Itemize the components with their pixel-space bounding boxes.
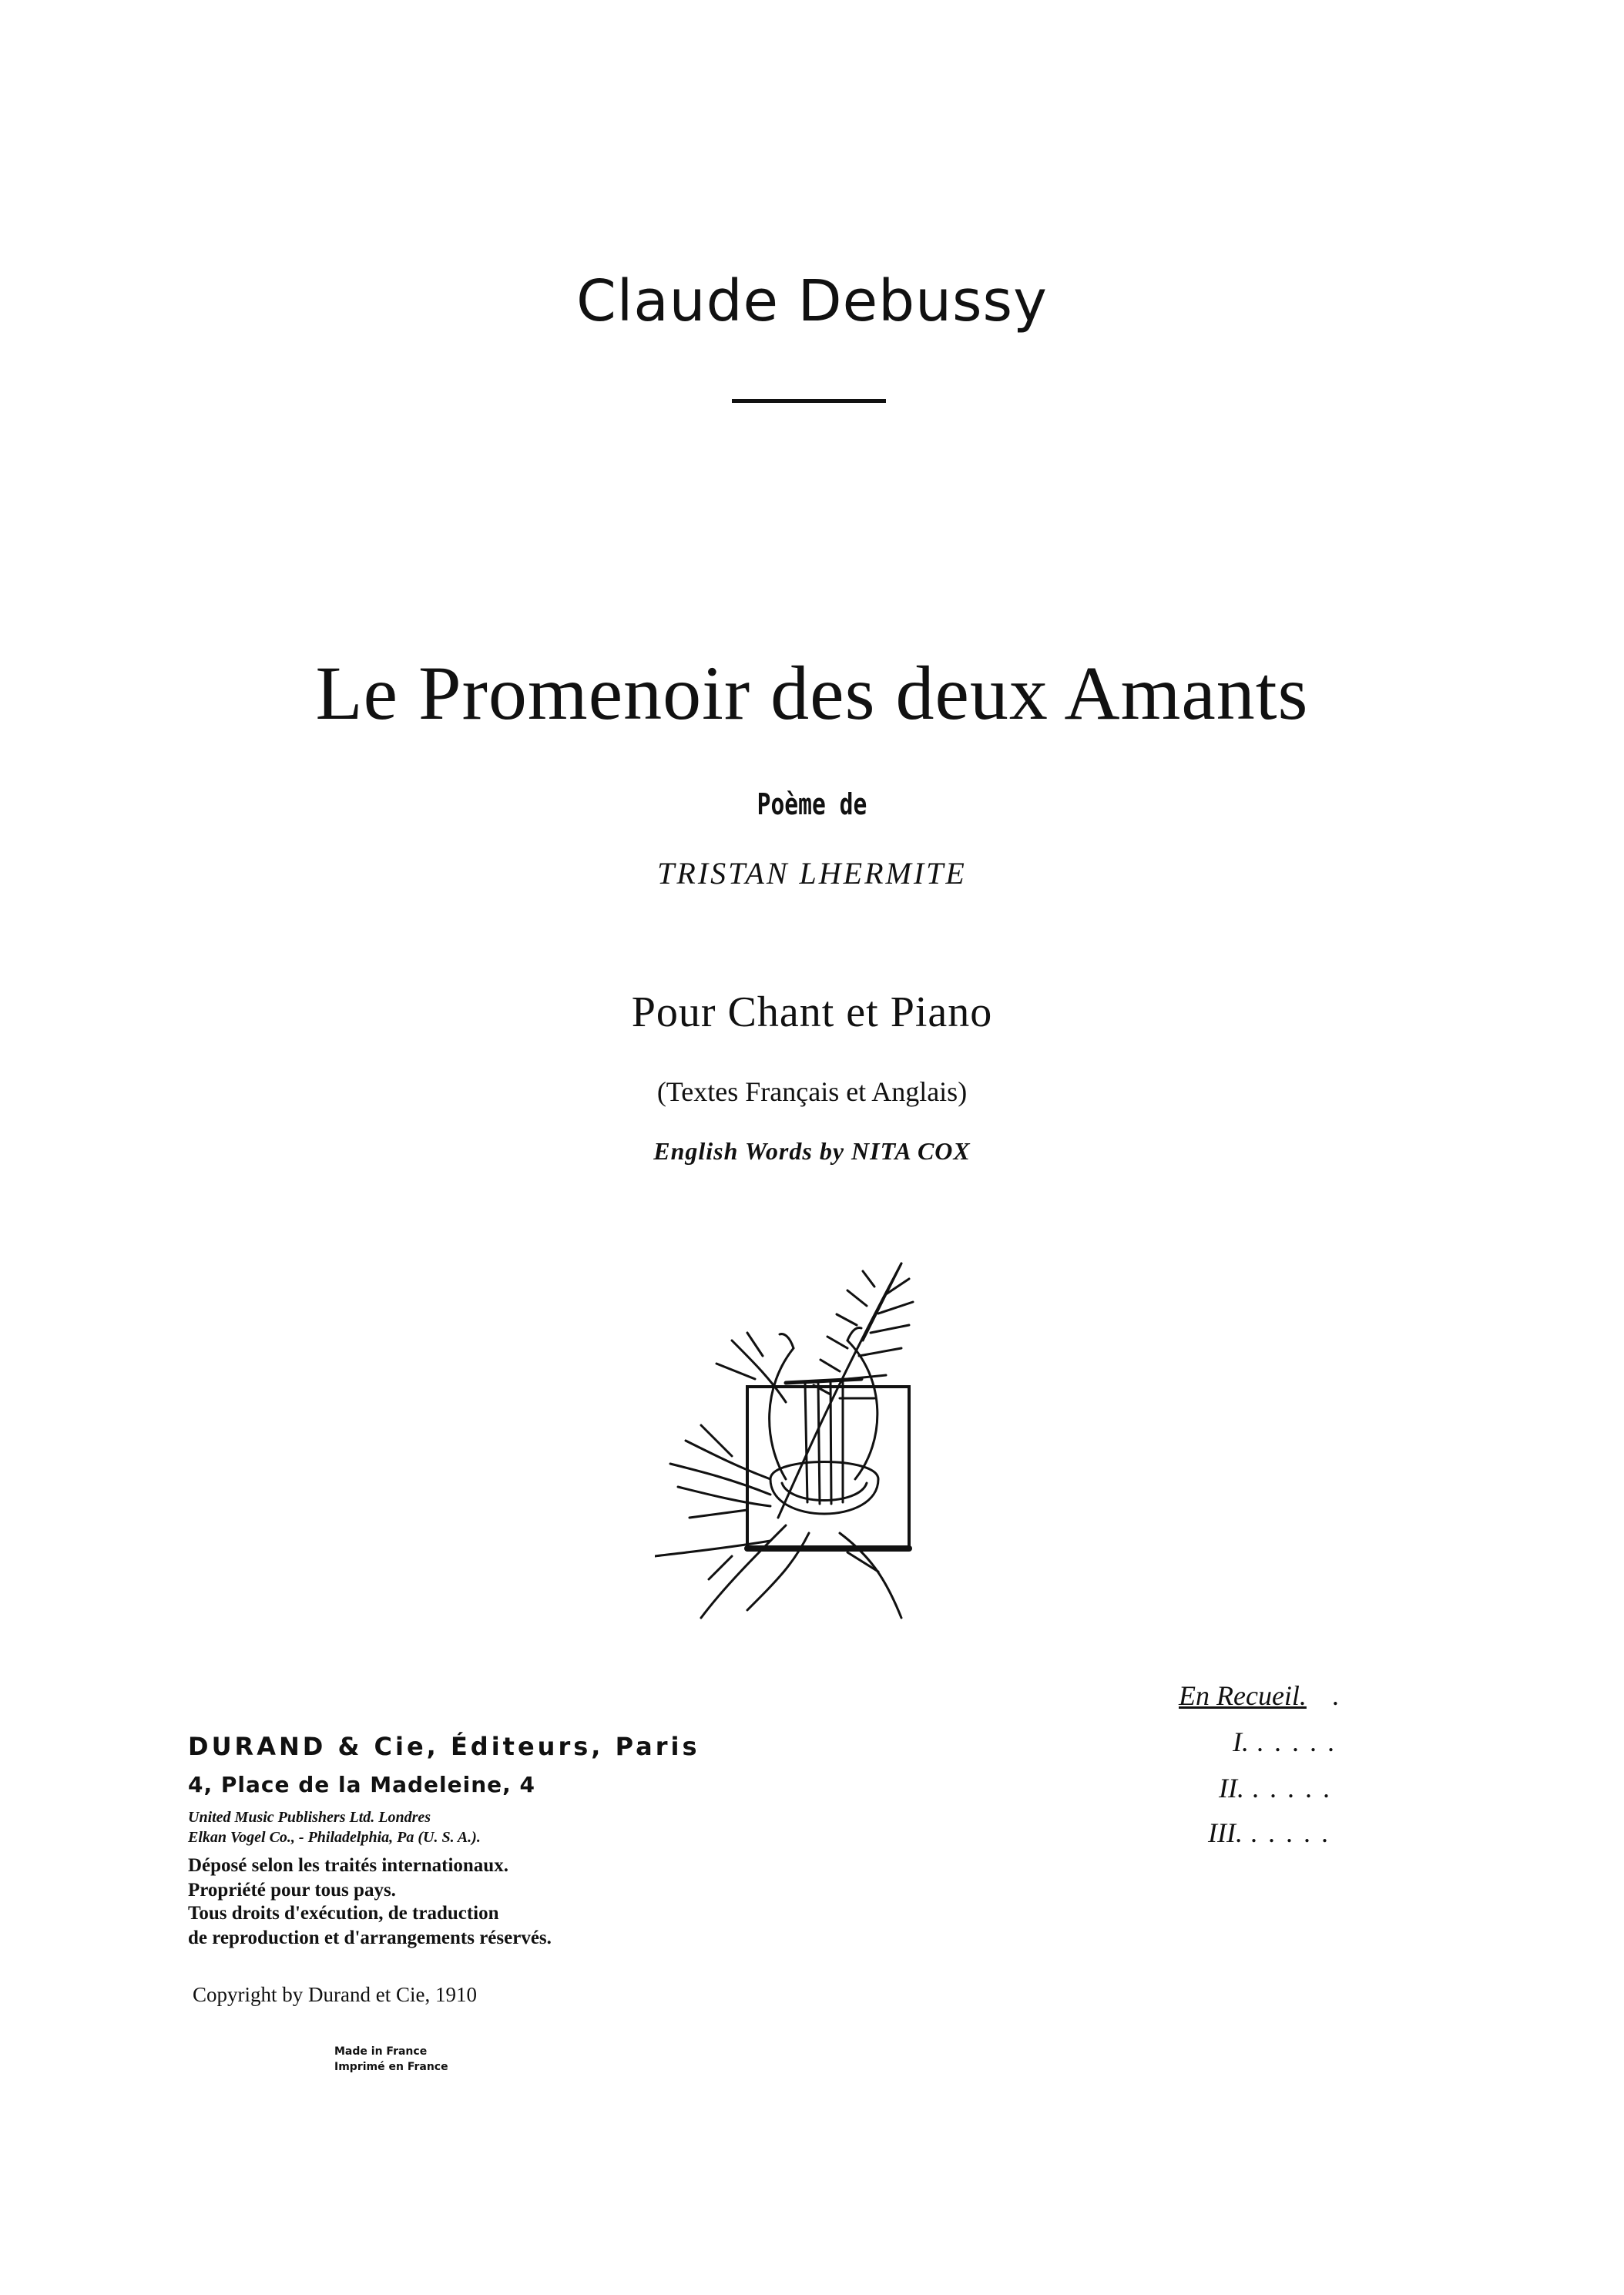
rights-line: Déposé selon les traités internationaux. bbox=[188, 1855, 508, 1876]
edition-volume bbox=[1208, 1817, 1339, 1849]
edition-collection bbox=[1179, 1679, 1350, 1712]
made-in-france: Made in France bbox=[334, 2045, 428, 2058]
leader-dots: ..... bbox=[1250, 1817, 1339, 1848]
leader-dots: ..... bbox=[1251, 1773, 1340, 1803]
english-words-credit: English Words by NITA COX bbox=[653, 1137, 971, 1165]
leader-dots: ..... bbox=[1257, 1726, 1345, 1757]
agent-philadelphia: Elkan Vogel Co., - Philadelphia, Pa (U. S. A.). bbox=[188, 1829, 481, 1846]
poet-name: TRISTAN LHERMITE bbox=[657, 856, 967, 891]
copyright-notice: Copyright by Durand et Cie, 1910 bbox=[193, 1983, 477, 2006]
edition-label: II. bbox=[1219, 1773, 1244, 1803]
edition-volume bbox=[1233, 1726, 1345, 1758]
rights-line: de reproduction et d'arrangements réservés. bbox=[188, 1928, 552, 1948]
edition-label: En Recueil. bbox=[1179, 1680, 1307, 1711]
edition-volume bbox=[1219, 1772, 1340, 1804]
agent-london: United Music Publishers Ltd. Londres bbox=[188, 1809, 431, 1826]
leader-dots: . bbox=[1314, 1680, 1350, 1711]
printed-in-france: Imprimé en France bbox=[334, 2061, 448, 2073]
work-title: Le Promenoir des deux Amants bbox=[315, 650, 1309, 736]
publisher-name: DURAND & Cie, Éditeurs, Paris bbox=[188, 1732, 700, 1761]
instrumentation: Pour Chant et Piano bbox=[631, 988, 993, 1036]
edition-label: III. bbox=[1208, 1817, 1243, 1848]
edition-label: I. bbox=[1233, 1726, 1249, 1757]
publisher-address: 4, Place de la Madeleine, 4 bbox=[188, 1772, 536, 1797]
composer-name: Claude Debussy bbox=[576, 268, 1048, 334]
texts-note: (Textes Français et Anglais) bbox=[656, 1076, 968, 1107]
lyre-with-palm-icon bbox=[655, 1248, 963, 1633]
rights-line: Propriété pour tous pays. bbox=[188, 1880, 396, 1901]
title-divider bbox=[732, 399, 886, 403]
rights-line: Tous droits d'exécution, de traduction bbox=[188, 1903, 499, 1924]
poem-label: Poème de bbox=[757, 787, 867, 821]
